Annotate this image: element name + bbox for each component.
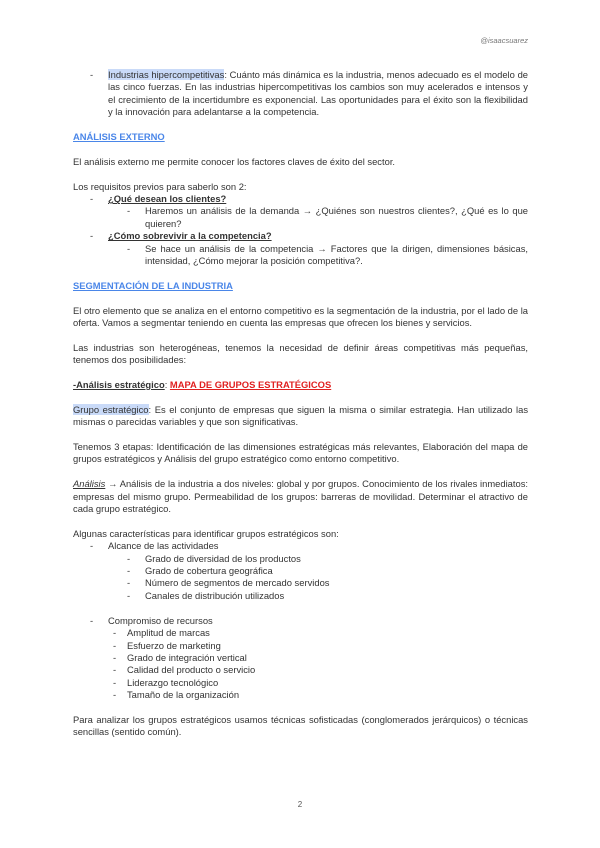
list-item-q2-answer (73, 243, 528, 268)
paragraph-analisis (73, 478, 528, 515)
compromiso-item: Liderazgo tecnológico (127, 676, 219, 688)
page-number: 2 (297, 800, 303, 809)
hipercompetitivas-text: : Cuánto más dinámica es la industria, menos adecuado es el modelo de las cinco fuerzas. En las industrias hipercompetitivas los cambios son muy acelerados e intensos y el crecimiento de la incertidumbre es exponencial. Las oportunidades para el éxito son la flexibilidad y la innovación para adelantarse a la competencia. (108, 69, 528, 118)
alcance-item: Grado de cobertura geográfica (145, 565, 273, 577)
paragraph-segmentacion-1: El otro elemento que se analiza en el entorno competitivo es la segmentación de la industria, por el lado de la oferta. Vamos a segmentar teniendo en cuenta las empresas que ofrecen los bienes y servicios. (73, 304, 528, 329)
list-item (73, 577, 528, 589)
list-item-q1-answer (73, 205, 528, 230)
list-item-alcance (73, 540, 528, 552)
list-item-q2 (73, 230, 528, 242)
subheading-analisis-estrategico (73, 379, 528, 391)
dash-bullet: - (113, 689, 117, 701)
dash-bullet: - (127, 205, 131, 217)
compromiso-item: Tamaño de la organización (127, 689, 240, 701)
dash-bullet: - (127, 589, 131, 601)
spacer (73, 602, 528, 614)
alcance-item: Grado de diversidad de los productos (145, 552, 301, 564)
compromiso-label: Compromiso de recursos (108, 614, 213, 626)
alcance-item: Canales de distribución utilizados (145, 589, 285, 601)
list-item (73, 652, 528, 664)
dash-bullet: - (127, 242, 131, 254)
paragraph-caracteristicas: Algunas características para identificar grupos estratégicos son: (73, 527, 339, 539)
answer-clientes: Haremos un análisis de la demanda → ¿Quiénes son nuestros clientes?, ¿Qué es lo que quieren? (145, 205, 528, 229)
dash-bullet: - (113, 676, 117, 688)
list-item (73, 640, 528, 652)
dash-bullet: - (90, 230, 94, 242)
subheading-mapa: MAPA DE GRUPOS ESTRATÉGICOS (169, 379, 332, 391)
list-item (73, 565, 528, 577)
paragraph-grupo-estrategico (73, 404, 528, 429)
list-item (73, 627, 528, 639)
list-item (73, 677, 528, 689)
author-handle: @isaacsuarez (480, 36, 528, 45)
dash-bullet: - (127, 577, 131, 589)
subheading-separator: : (164, 379, 170, 391)
dash-bullet: - (113, 664, 117, 676)
subheading-label: -Análisis estratégico (73, 379, 165, 391)
list-item-q1 (73, 193, 528, 205)
paragraph-closing: Para analizar los grupos estratégicos usamos técnicas sofisticadas (conglomerados jerárquicos) o técnicas sencillas (sentido común). (73, 713, 528, 738)
paragraph-etapas: Tenemos 3 etapas: Identificación de las dimensiones estratégicas más relevantes, Elaboración del mapa de grupos estratégicos y Análisis del grupo estratégico como entorno competitivo. (73, 441, 528, 465)
paragraph-analisis-intro: El análisis externo me permite conocer los factores claves de éxito del sector. (73, 155, 396, 167)
dash-bullet: - (113, 639, 117, 651)
dash-bullet: - (90, 69, 94, 80)
compromiso-item: Esfuerzo de marketing (127, 639, 221, 651)
analisis-text: → Análisis de la industria a dos niveles: global y por grupos. Conocimiento de los rivales inmediatos: empresas del mismo grupo. Permeabilidad de los grupos: barreras de movilidad. Determinar el atractivo de cada grupo estratégico. (73, 478, 528, 515)
dash-bullet: - (90, 614, 94, 626)
term-grupo-estrategico: Grupo estratégico (73, 403, 149, 415)
list-item-compromiso (73, 615, 528, 627)
dash-bullet: - (90, 193, 94, 205)
section-title-analisis-externo: ANÁLISIS EXTERNO (73, 131, 165, 143)
paragraph-segmentacion-2: Las industrias son heterogéneas, tenemos la necesidad de definir áreas competitivas más pequeñas, tenemos dos posibilidades: (73, 341, 528, 366)
alcance-label: Alcance de las actividades (108, 540, 219, 552)
question-clientes: ¿Qué desean los clientes? (108, 193, 227, 205)
list-item-hipercompetitivas (73, 69, 528, 119)
grupo-estrategico-text: : Es el conjunto de empresas que siguen la misma o similar estrategia. Han utilizado las mismas o parecidas variables y que son significativas. (73, 403, 529, 428)
alcance-item: Número de segmentos de mercado servidos (145, 577, 330, 589)
question-competencia: ¿Cómo sobrevivir a la competencia? (108, 230, 272, 242)
dash-bullet: - (90, 540, 94, 552)
term-hipercompetitivas: Industrias hipercompetitivas (108, 69, 225, 80)
dash-bullet: - (113, 651, 117, 663)
section-title-segmentacion: SEGMENTACIÓN DE LA INDUSTRIA (73, 279, 233, 291)
compromiso-item: Grado de integración vertical (127, 651, 247, 663)
page-content (73, 69, 528, 739)
list-item (73, 590, 528, 602)
paragraph-requisitos: Los requisitos previos para saberlo son 2: (73, 180, 247, 192)
answer-competencia: Se hace un análisis de la competencia → Factores que la dirigen, dimensiones básicas, intensidad, ¿Cómo mejorar la posición competitiva?. (145, 242, 528, 267)
dash-bullet: - (113, 627, 117, 639)
list-item (73, 553, 528, 565)
list-item (73, 664, 528, 676)
dash-bullet: - (127, 552, 131, 564)
term-analisis: Análisis (73, 478, 106, 490)
compromiso-item: Amplitud de marcas (127, 627, 210, 639)
list-item (73, 689, 528, 701)
dash-bullet: - (127, 565, 131, 577)
compromiso-item: Calidad del producto o servicio (127, 664, 256, 676)
